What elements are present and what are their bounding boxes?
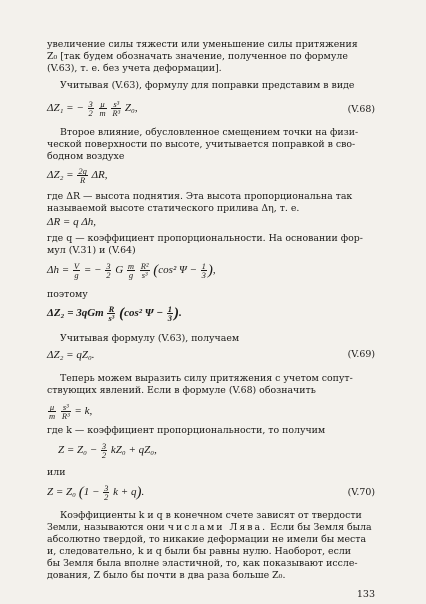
text-line: где q — коэффициент пропорциональности. На основании фор- [47, 233, 363, 244]
text-line: мул (V.31) и (V.64) [47, 245, 136, 256]
love-numbers-term: числами Лява. [167, 522, 268, 533]
text-line: Теперь можем выразить силу притяжения с учетом сопут- [60, 373, 353, 384]
text-line: называемой высоте статического прилива Δη, т. е. [47, 203, 300, 214]
text-line: где k — коэффициент пропорциональности, то получим [47, 425, 326, 436]
equation-k: $\frac{\mu}{m}$ $\frac{\text{s³}}{\text{R³}}$ = k, [49, 402, 93, 421]
text-fragment: Если бы Земля была [270, 522, 372, 533]
text-line: бы Земля была вполне эластичной, то, как показывают иссле- [47, 558, 358, 569]
text-line: Учитывая формулу (V.63), получаем [60, 333, 240, 344]
text-fragment: Земли, называются они [47, 522, 165, 533]
equation-tide-height: Δh = $\frac{V}{g}$ = − $\frac{3}{2}$ G $\frac{m}{g}$ $\frac{\text{R²}}{\text{s³}}$ (cos² Ψ − $\frac{1}{3}$ ), [47, 261, 216, 280]
equation-v68: ΔZ₁ = − $\frac{3}{2}$ $\frac{\mu}{m}$ $\frac{\text{s³}}{\text{R³}}$ Z₀, [47, 99, 138, 118]
text-line: Коэффициенты k и q в конечном счете зависят от твердости [60, 510, 362, 521]
equation-number: (V.68) [347, 104, 375, 115]
equation-delta-z2: ΔZ₂ = 3qGm $\frac{R}{\text{s³}}$ (cos² Ψ − $\frac{1}{3}$ ). [47, 304, 182, 323]
equation-free-air: ΔZ₂ = $\frac{2g}{R}$ ΔR, [47, 166, 108, 185]
equation-z: Z = Z₀ − $\frac{3}{2}$ kZ₀ + qZ₀, [58, 441, 157, 460]
text-line: ствующих явлений. Если в формуле (V.68) обозначить [47, 385, 316, 396]
text-line: или [47, 467, 66, 478]
equation-number: (V.70) [347, 487, 375, 498]
text-line: дования, Z было бы почти в два раза больше Z₀. [47, 570, 286, 581]
text-line: Учитывая (V.63), формулу для поправки представим в виде [60, 80, 355, 91]
page-number: 133 [356, 589, 375, 600]
text-line: увеличение силы тяжести или уменьшение силы притяжения [47, 39, 358, 50]
text-line: (V.63), т. е. без учета деформации]. [47, 63, 222, 74]
text-line: абсолютно твердой, то никакие деформации не имели бы места [47, 534, 367, 545]
equation-v70: Z = Z₀ (1 − $\frac{3}{2}$ k + q). [47, 483, 145, 502]
text-line [47, 522, 375, 534]
text-line: поэтому [47, 289, 88, 300]
text-line: где ΔR — высота поднятия. Эта высота пропорциональна так [47, 191, 353, 202]
text-line: и, следовательно, k и q были бы равны нулю. Наоборот, если [47, 546, 352, 557]
text-line: Z₀ [так будем обозначать значение, полученное по формуле [47, 51, 348, 62]
text-line: ческой поверхности по высоте, учитывается поправкой в сво- [47, 139, 356, 150]
equation-v69: ΔZ₂ = qZ₀. [47, 349, 95, 361]
text-line: бодном воздухе [47, 151, 125, 162]
equation-delta-r: ΔR = q Δh, [47, 216, 97, 228]
equation-number: (V.69) [347, 349, 375, 360]
text-line: Второе влияние, обусловленное смещением точки на физи- [60, 127, 359, 138]
